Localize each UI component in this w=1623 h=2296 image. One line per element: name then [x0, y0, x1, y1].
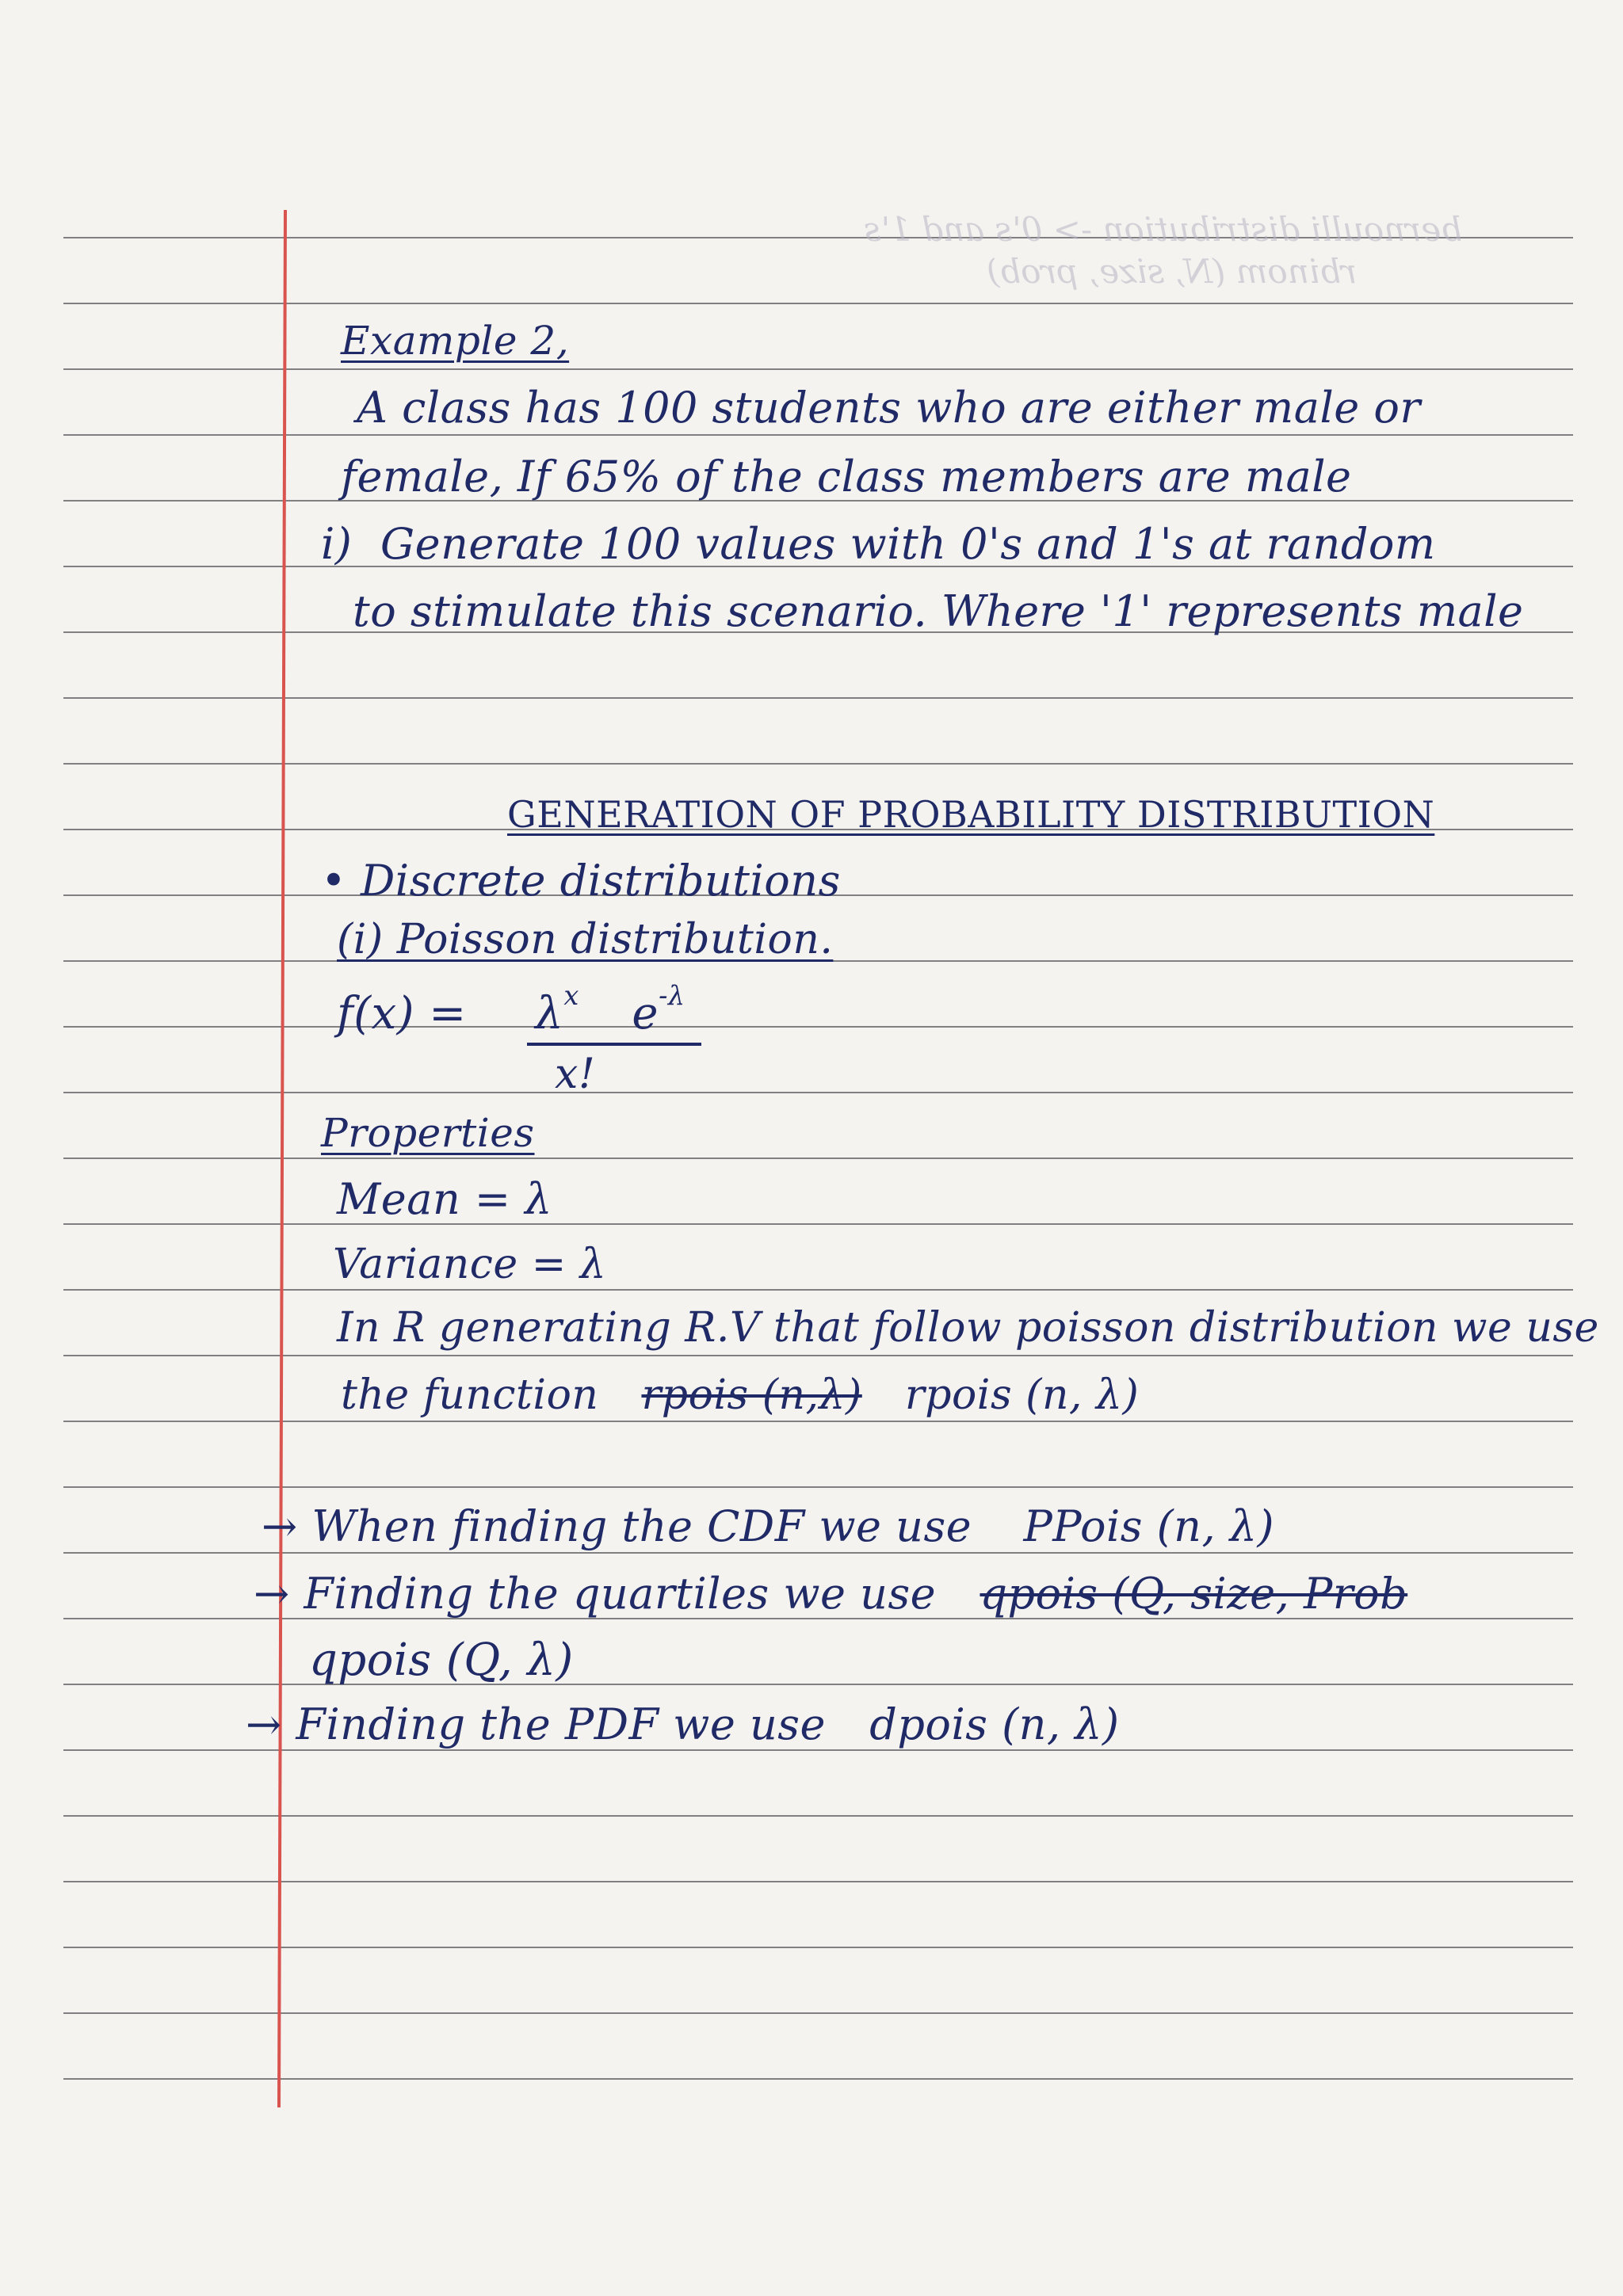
arrow-icon: → — [254, 1569, 290, 1619]
example-line-3: Generate 100 values with 0's and 1's at random — [380, 519, 1436, 569]
pdf-note — [246, 1699, 1120, 1749]
rpois-function: rpois (n, λ) — [904, 1371, 1140, 1419]
quantiles-struck-text: qpois (Q, size, Prob — [980, 1569, 1408, 1619]
generating-prefix: the function — [341, 1371, 599, 1419]
discrete-bullet: • Discrete distributions — [321, 856, 841, 906]
properties-variance: Variance = λ — [333, 1241, 607, 1288]
example-heading: Example 2, — [341, 318, 570, 364]
formula-power-x: x — [563, 980, 579, 1011]
formula-numerator — [527, 982, 701, 1046]
bleed-through-line-1: bernoulli distribution -> 0's and 1's — [864, 210, 1463, 249]
quantiles-note-text: Finding the quartiles we use — [304, 1569, 937, 1619]
ppois-function: PPois (n, λ) — [1023, 1501, 1275, 1551]
formula-e: e — [632, 988, 659, 1040]
formula-lhs: f(x) = — [337, 988, 467, 1040]
properties-mean: Mean = λ — [337, 1174, 553, 1224]
arrow-icon: → — [246, 1699, 282, 1749]
example-line-2: female, If 65% of the class members are male — [341, 452, 1352, 502]
dpois-function: dpois (n, λ) — [869, 1699, 1120, 1749]
cdf-note — [262, 1501, 1275, 1551]
quantiles-note — [254, 1569, 1408, 1619]
formula-denominator: x! — [555, 1051, 596, 1098]
generating-line-1: In R generating R.V that follow poisson distribution we use — [337, 1304, 1599, 1352]
example-line-1: A class has 100 students who are either male or — [357, 383, 1421, 433]
generating-line-2 — [341, 1371, 1140, 1419]
arrow-icon: → — [262, 1501, 298, 1551]
bleed-through-line-2: rbinom (N, size, prob) — [987, 252, 1358, 291]
poisson-item: (i) Poisson distribution. — [337, 916, 834, 963]
properties-heading: Properties — [321, 1110, 535, 1156]
example-item-marker: i) — [321, 519, 353, 569]
section-title: GENERATION OF PROBABILITY DISTRIBUTION — [507, 793, 1435, 836]
formula-power-neg-lambda: -λ — [659, 980, 685, 1011]
poisson-formula — [337, 982, 701, 1046]
formula-lambda: λ — [535, 988, 564, 1040]
example-line-4: to stimulate this scenario. Where '1' represents male — [353, 586, 1524, 636]
pdf-note-text: Finding the PDF we use — [296, 1699, 826, 1749]
cdf-note-text: When finding the CDF we use — [311, 1501, 972, 1551]
generating-struck-text: rpois (n,λ) — [641, 1371, 862, 1419]
qpois-function: qpois (Q, λ) — [309, 1634, 574, 1686]
